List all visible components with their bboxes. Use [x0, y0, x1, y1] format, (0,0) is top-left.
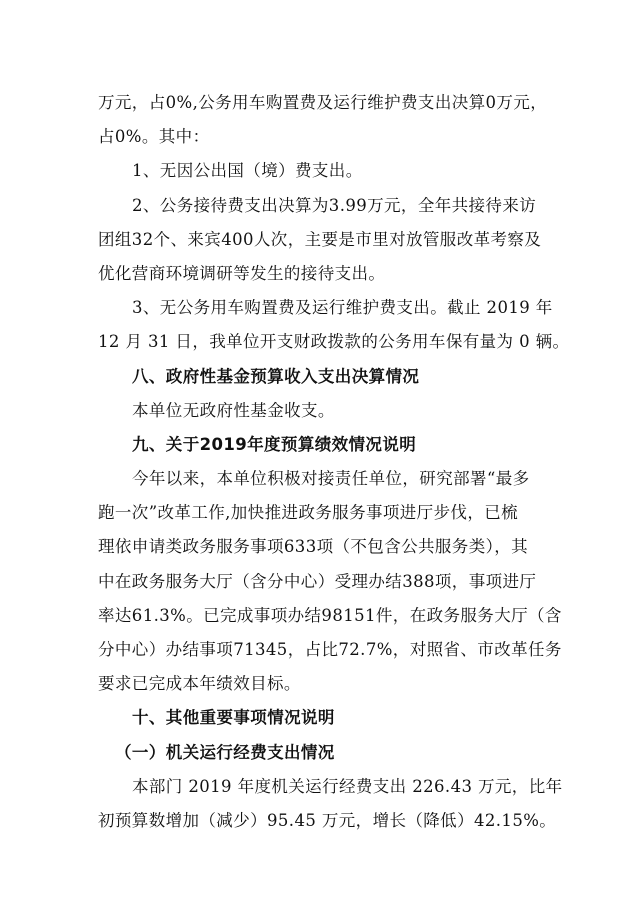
- body-text-line: 优化营商环境调研等发生的接待支出。: [98, 263, 386, 283]
- list-item: 2、公务接待费支出决算为3.99万元，全年共接待来访: [132, 195, 537, 215]
- section-heading: 十、其他重要事项情况说明: [132, 708, 335, 728]
- body-text-line: 跑一次”改革工作,加快推进政务服务事项进厅步伐，已梳: [98, 503, 519, 523]
- body-text-line: 占0%。其中：: [98, 127, 210, 147]
- paragraph-start: 本单位无政府性基金收支。: [132, 400, 335, 420]
- body-text-line: 初预算数增加（减少）95.45 万元，增长（降低）42.15%。: [98, 810, 557, 830]
- body-text-line: 分中心）办结事项71345，占比72.7%，对照省、市改革任务: [98, 640, 562, 659]
- section-heading: 九、关于2019年度预算绩效情况说明: [132, 434, 417, 454]
- section-heading: 八、政府性基金预算收入支出决算情况: [132, 366, 420, 386]
- body-text-line: 团组32个、来宾400人次，主要是市里对放管服改革考察及: [98, 229, 542, 249]
- body-text-line: 12 月 31 日，我单位开支财政拨款的公务用车保有量为 0 辆。: [98, 332, 570, 352]
- body-text-line: 理依申请类政务服务事项633项（不包含公共服务类），其: [98, 537, 529, 557]
- body-text-line: 万元，占0%,公务用车购置费及运行维护费支出决算0万元，: [98, 93, 548, 112]
- body-text-line: 中在政务服务大厅（含分中心）受理办结388项，事项进厅: [98, 571, 537, 591]
- paragraph-start: 本部门 2019 年度机关运行经费支出 226.43 万元，比年: [132, 776, 563, 796]
- body-text-line: 要求已完成本年绩效目标。: [98, 674, 301, 694]
- list-item: 1、无因公出国（境）费支出。: [132, 161, 363, 181]
- list-item: 3、无公务用车购置费及运行维护费支出。截止 2019 年: [132, 298, 553, 318]
- body-text-line: 率达61.3%。已完成事项办结98151件，在政务服务大厅（含: [98, 605, 562, 625]
- paragraph-start: 今年以来，本单位积极对接责任单位，研究部署“最多: [132, 469, 530, 489]
- subsection-heading: （一）机关运行经费支出情况: [115, 742, 335, 762]
